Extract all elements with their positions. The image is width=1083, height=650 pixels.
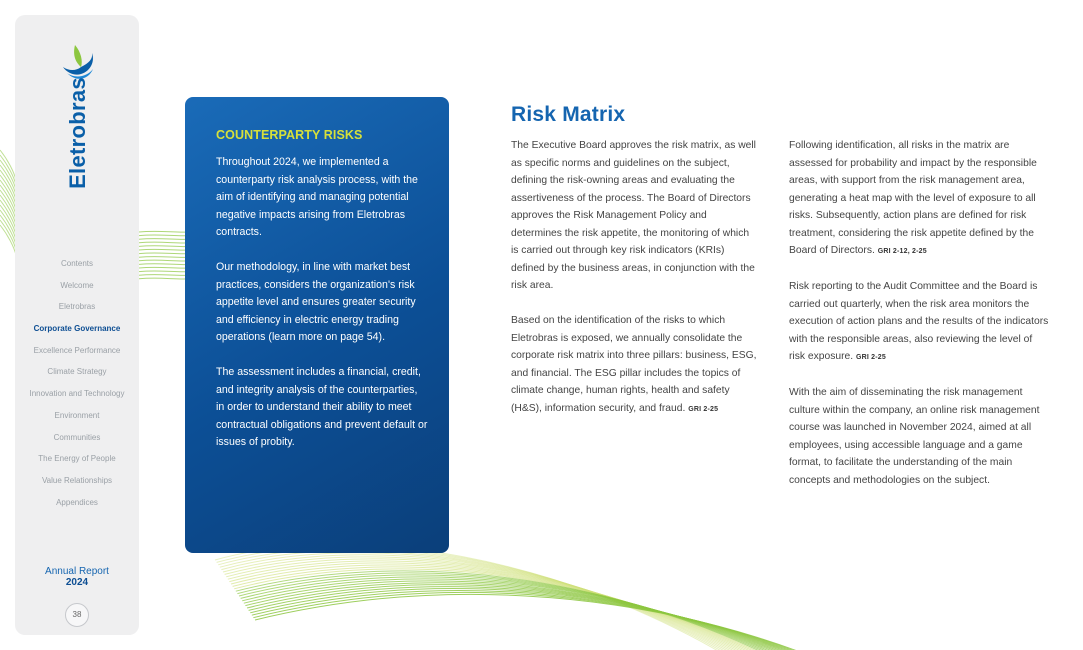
nav-item-environment[interactable]: Environment [54, 410, 100, 420]
sidebar-nav [15, 253, 139, 513]
nav-item-innovation-technology[interactable]: Innovation and Technology [29, 389, 125, 399]
counterparty-risks-title: COUNTERPARTY RISKS [216, 128, 363, 142]
nav-item-eletrobras[interactable]: Eletrobras [58, 302, 96, 312]
body-paragraph: Following identification, all risks in the matrix are assessed for probability and impact by the responsible areas, with support from the risk management area, generating a heat map with the level of exposure to all risks. Subsequently, action plans are defined for risk treatment, considering the risk appetite defined by the Board of Directors. GRI 2-12, 2-25 [789, 140, 1037, 256]
nav-item-appendices[interactable]: Appendices [56, 497, 98, 507]
gri-reference: GRI 2-25 [688, 405, 719, 413]
body-paragraph: With the aim of disseminating the risk management culture within the company, an online risk management course was launched in November 2024, aimed at all employees, using accessible language and a game format, to facilitate the understanding of the main concepts and methodologies on the subject. [789, 387, 1040, 486]
body-paragraph: Based on the identification of the risks to which Eletrobras is exposed, we annually consolidate the corporate risk matrix into three pillars: business, ESG, and financial. The ESG pillar includes the topics of climate change, human rights, health and safety (H&S), information security, and fraud. GRI 2-25 [511, 315, 757, 414]
text-column-left [511, 137, 759, 418]
nav-item-energy-of-people[interactable]: The Energy of People [38, 454, 116, 464]
nav-item-corporate-governance[interactable]: Corporate Governance [33, 324, 121, 334]
sidebar [15, 15, 139, 635]
gri-reference: GRI 2-12, 2-25 [877, 248, 927, 255]
nav-item-communities[interactable]: Communities [53, 432, 101, 442]
nav-item-contents[interactable]: Contents [60, 259, 94, 268]
counterparty-paragraph: Our methodology, in line with market best practices, considers the organization's risk appetite level and ensures greater security and efficiency in electric energy trading operations (learn more on page 54). [216, 261, 416, 343]
brand-wordmark: Eletrobras [65, 77, 90, 189]
text-column-right [789, 137, 1049, 489]
nav-item-welcome[interactable]: Welcome [60, 280, 94, 290]
nav-item-climate-strategy[interactable]: Climate Strategy [47, 367, 107, 377]
nav-item-value-relationships[interactable]: Value Relationships [41, 475, 113, 485]
counterparty-paragraph: Throughout 2024, we implemented a counterparty risk analysis process, with the aim of identifying and managing potential negative impacts arising from Eletrobras contracts. [216, 156, 418, 238]
body-paragraph: The Executive Board approves the risk matrix, as well as specific norms and guidelines on the subject, defining the risk-owning areas and evaluating the assertiveness of the process. The Board of Directors approves the Risk Management Policy and determines the risk appetite, the monitoring of which is carried out through key risk indicators (KRIs) defined by the business areas, in conjunction with the risk area. [511, 140, 756, 291]
counterparty-risks-body [216, 154, 428, 452]
counterparty-paragraph: The assessment includes a financial, credit, and integrity analysis of the counterparties, in order to understand their ability to meet contractual obligations and prevent default or issues of probity. [216, 366, 428, 448]
page-title: Risk Matrix [511, 103, 626, 126]
gri-reference: GRI 2-25 [855, 354, 886, 361]
page-number: 38 [65, 603, 89, 627]
annual-report-label: Annual Report [45, 566, 109, 577]
annual-report-year: 2024 [65, 577, 89, 588]
body-paragraph: Risk reporting to the Audit Committee and the Board is carried out quarterly, when the risk area monitors the execution of action plans and the results of the indicators with the responsible areas, also reviewing the level of risk exposure. GRI 2-25 [789, 281, 1049, 362]
nav-item-excellence-performance[interactable]: Excellence Performance [33, 345, 121, 355]
